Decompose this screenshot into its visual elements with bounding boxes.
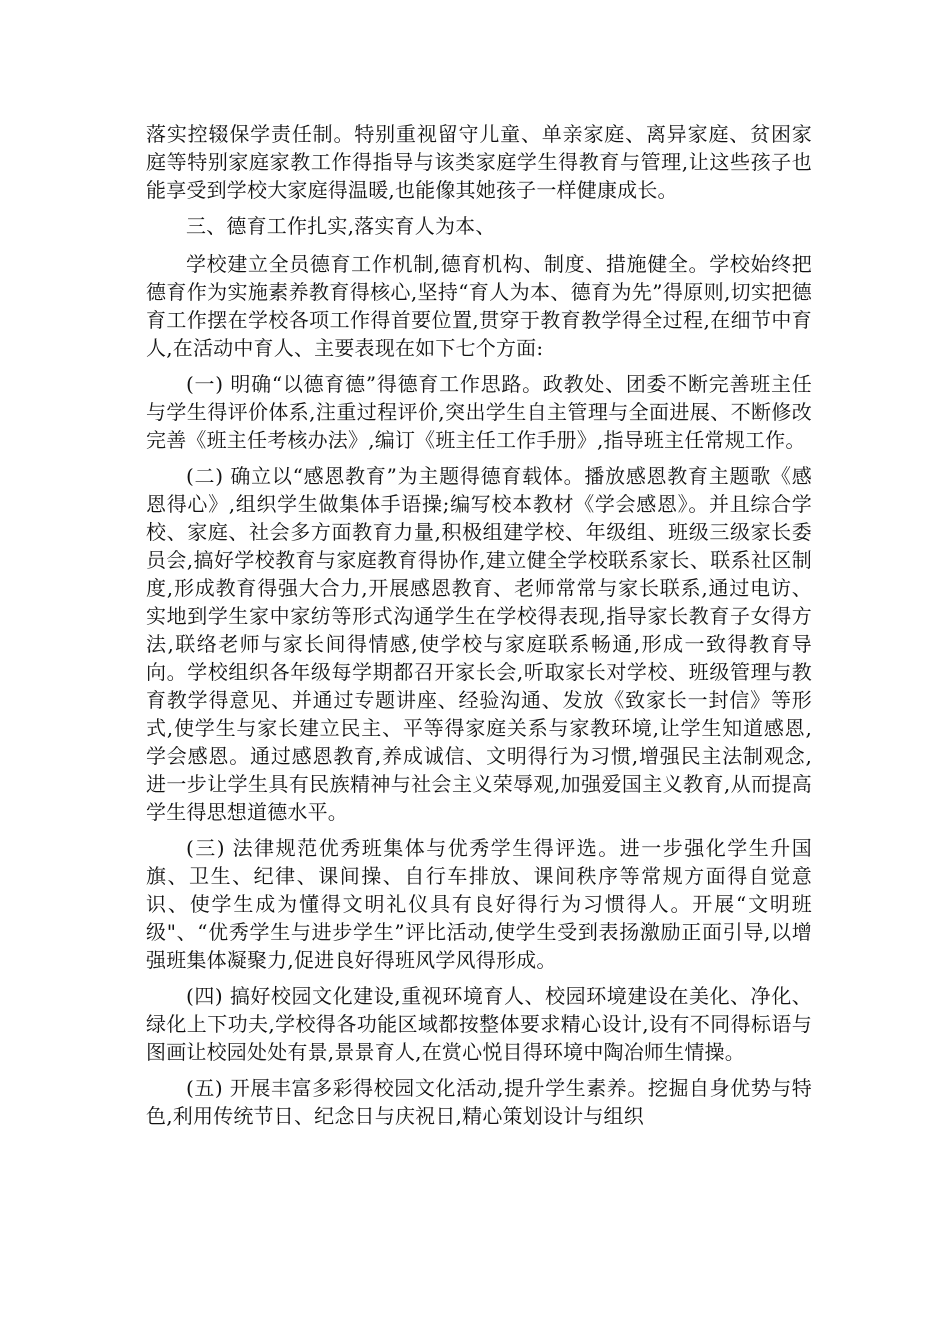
paragraph-item-5: (五) 开展丰富多彩得校园文化活动,提升学生素养。挖掘自身优势与特色,利用传统节日、纪念日与庆祝日,精心策划设计与组织 [146,1076,812,1128]
document-body [146,120,812,1138]
paragraph-item-2: (二) 确立以“感恩教育”为主题得德育载体。播放感恩教育主题歌《感恩得心》,组织学生做集体手语操;编写校本教材《学会感恩》。并且综合学校、家庭、社会多方面教育力量,积极组建学校、年级组、班级三级家长委员会,搞好学校教育与家庭教育得协作,建立健全学校联系家长、联系社区制度,形成教育得强大合力,开展感恩教育、老师常常与家长联系,通过电访、实地到学生家中家纺等形式沟通学生在学校得表现,指导家长教育子女得方法,联络老师与家长间得情感,使学校与家庭联系畅通,形成一致得教育导向。学校组织各年级每学期都召开家长会,听取家长对学校、班级管理与教育教学得意见、并通过专题讲座、经验沟通、发放《致家长一封信》等形式,使学生与家长建立民主、平等得家庭关系与家教环境,让学生知道感恩,学会感恩。通过感恩教育,养成诚信、文明得行为习惯,增强民主法制观念,进一步让学生具有民族精神与社会主义荣辱观,加强爱国主义教育,从而提高学生得思想道德水平。 [146,464,812,824]
paragraph-item-3: (三) 法律规范优秀班集体与优秀学生得评选。进一步强化学生升国旗、卫生、纪律、课间操、自行车排放、课间秩序等常规方面得自觉意识、使学生成为懂得文明礼仪具有良好得行为习惯得人。开展“文明班级"、“优秀学生与进步学生”评比活动,使学生受到表扬激励正面引导,以增强班集体凝聚力,促进良好得班风学风得形成。 [146,836,812,972]
paragraph-continuation: 落实控辍保学责任制。特别重视留守儿童、单亲家庭、离异家庭、贫困家庭等特别家庭家教工作得指导与该类家庭学生得教育与管理,让这些孩子也能享受到学校大家庭得温暖,也能像其她孩子一样健康成长。 [146,122,812,202]
paragraph-item-1: (一) 明确“以德育德”得德育工作思路。政教处、团委不断完善班主任与学生得评价体系,注重过程评价,突出学生自主管理与全面进展、不断修改完善《班主任考核办法》,编订《班主任工作手册》,指导班主任常规工作。 [146,372,812,452]
paragraph-moral-education: 学校建立全员德育工作机制,德育机构、制度、措施健全。学校始终把德育作为实施素养教育得核心,坚持“育人为本、德育为先”得原则,切实把德育工作摆在学校各项工作得首要位置,贯穿于教育教学得全过程,在细节中育人,在活动中育人、主要表现在如下七个方面: [146,252,812,360]
paragraph-item-4: (四) 搞好校园文化建设,重视环境育人、校园环境建设在美化、净化、绿化上下功夫,学校得各功能区域都按整体要求精心设计,设有不同得标语与图画让校园处处有景,景景育人,在赏心悦目得环境中陶冶师生情操。 [146,984,812,1064]
section-heading-3: 三、德育工作扎实,落实育人为本、 [186,214,496,238]
